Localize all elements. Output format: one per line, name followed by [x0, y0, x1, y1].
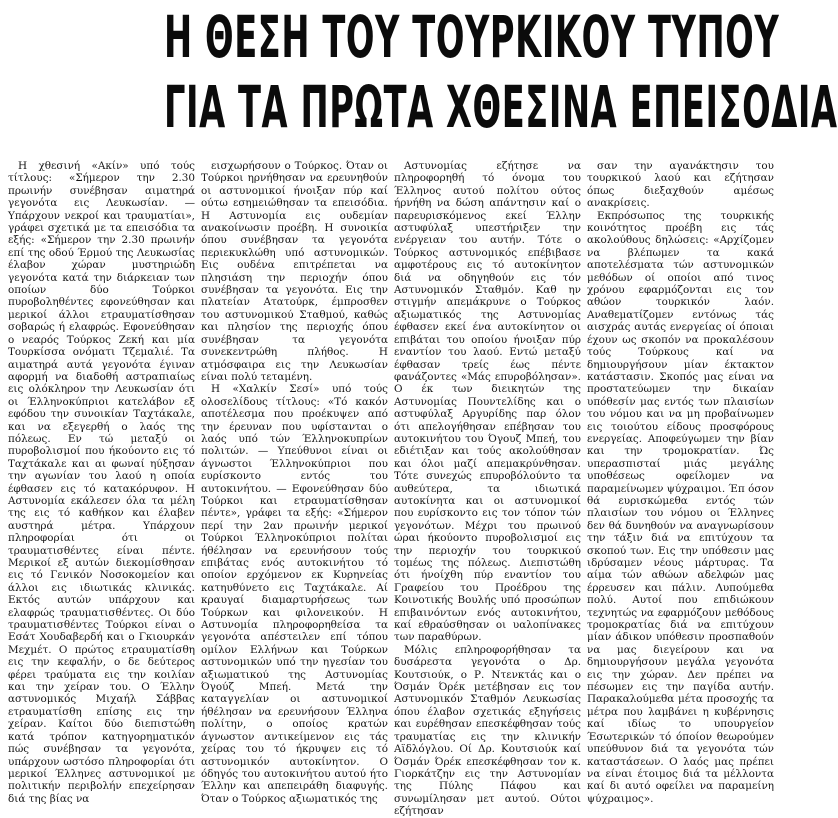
- article-column-2: [201, 160, 388, 805]
- paragraph: Εκπρόσωπος της τουρκικής κοινότητος προέβη εις τάς ακολούθους δηλώσεις: «Αρχίζομεν να βλέπωμεν τα κακά αποτελέσματα τών αστυνομικών μεθόδων οί οποίοι από τινος χρόνου εφαρμόζονται εις τον αθώον τουρκικόν λαόν. Αναθεματίζομεν εντόνως τάς αισχράς αυτάς ενεργείας οί όποιαι έχουν ως σκοπόν να προκαλέσουν τούς Τούρκους καί να δημιουργήσουν μίαν έκτακτον κατάστασιν. Σκοπός μας είναι να προστατεύωμεν την δικαίαν υπόθεσίν μας εντός των πλαισίων του νόμου και να μη προβαίνωμεν εις τοιούτου είδους προσφόρους ενεργείας. Αποφεύγωμεν την βίαν και την τρομοκρατίαν. Ώς υπερασπισταί μιάς μεγάλης υποθέσεως οφείλομεν να παραμείνωμεν ψύχραιμοι. Έπ όσον θά ευρισκώμεθα εντός τών πλαισίων του νόμου οι Έλληνες δεν θά δυνηθούν να αναγνωρίσουν την τάξιν διά να επιτύχουν τα σκοπού των. Εις την υπόθεσιν μας ιδρύσαμεν νέους μάρτυρας. Τα αίμα τών αθώων αδελφών μας έρρευσεν και πάλιν. Λυπούμεθα πολύ. Αυτοί που επιδιώκουν τεχνητώς να εφαρμόζουν μεθόδους τρομοκρατίας διά να επιτύχουν μίαν άδικον υπόθεσιν προσπαθούν να μας διεγείρουν και να δημιουργήσουν μεγάλα γεγονότα εις την χώραν. Δεν πρέπει να πέσωμεν εις την παγίδα αυτήν. Παρακαλούμεθα μέτα προσοχής τα μέτρα που λαμβάνει η κυβέρνησις καί ιδίως το υπουργείον Έσωτερικών τό όποίον θεωρούμεν υπεύθυνον διά τα γεγονότα τών καταστάσεων. Ο λαός μας πρέπει να είναι έτοιμος διά τα μέλλοντα καί δι αυτό οφείλει να παραμείνη ψύχραιμος».: [587, 209, 774, 805]
- paragraph: Αστυνομίας εζήτησε να πληροφορηθή τό όνομα του Έλληνος αυτού πολίτου ούτος ήρνήθη να δώση απάντησιν καί ο παρευρισκόμενος εκεί Έλλην αστυφύλαξ υπεστήριξεν την ενέργειαν του αυτήν. Τότε ο Τούρκος αστυνομικός επέβιβασε αμφοτέρους εις τό αυτοκίνητον διά να οδηγηθούν εις τόν Αστυνομικόν Σταθμόν. Καθ ην στιγμήν απεμάκρυνε ο Τούρκος αξιωματικός της Αστυνομίας έφθασεν εκεί ένα αυτοκίνητον οι επιβάται του οποίου ήνοιξαν πύρ εναντίον του λαού. Εντώ μεταξύ έφθασαν τρείς έως πέντε φανάζοντες «Μάς επυροβόλησαν». Ο έκ των διεικητών της Αστυνομίας Πουντελίδης και ο αστυφύλαξ Αργυρίδης παρ όλον ότι απελογήθησαν επέβησαν του αυτοκινήτου του Όγουζ Μπεή, του εδιέτιξαν και τούς ακολούθησαν και όλοι μαζί απεμακρύνθησαν. Τότε συνεχώς επυροβόλούντο τα αυθεύτερα, τα ιδιωτικά αυτοκίνητα και οι αστυνομικοί που ευρίσκοντο εις τον τόπον τών γεγονότων. Μέχρι του πρωινού ώραι ήκούοντο πυροβολισμοί εις την περιοχήν του τουρκικού τομέως της πόλεως. Διεπιστώθη ότι ήνοίχθη πύρ εναντίον του Γραφείου του Προέδρου της Κοινοτικής Βουλής υπό προσώπων επιβαινόντων ενός αυτοκινήτου, καί εθραύσθησαν οι υαλοπίνακες των παραθύρων.: [394, 160, 581, 644]
- headline-line-1: Η ΘΕΣΗ ΤΟΥ ΤΟΥΡΚΙΚΟΥ ΤΥΠΟΥ: [164, 3, 780, 71]
- paragraph: Μόλις επληροφορήθησαν τα δυσάρεστα γεγονότα ο Δρ. Κουτσιούκ, ο Ρ. Ντενκτάς και ο Όσμάν Όρέκ μετέβησαν εις τον Αστυνομικόν Σταθμόν Λευκωσίας όπου έλαβον σχετικάς εξηγήσεις και ευρέθησαν επεσκέφθησαν τούς τραυματίας εις την κλινικήν Αϊδλόγλου. Οί Δρ. Κουτσιούκ καί Όσμάν Όρέκ επεσκέφθησαν τον κ. Γιορκάτζην εις την Αστυνομίαν της Πύλης Πάφου και συνωμίλησαν μετ αυτού. Ούτοι εζήτησαν: [394, 643, 581, 818]
- paragraph: Η «Χαλκίν Σεσί» υπό τούς ολοσελίδους τίτλους: «Τό κακόν αποτέλεσμα που προέκυψεν από την έρευναν που υφίστανται ο λαός υπό τών Έλληνοκυπρίων πολιτών. — Υπεύθυνοι είναι οι άγνωστοι Έλληνοκύπριοι που ευρίσκοντο εντός του αυτοκινήτου. — Εφονεύθησαν δύο Τούρκοι και ετραυματίσθησαν πέντε», γράφει τα εξής: «Σήμερον περί την 2αν πρωινήν μερικοί Τούρκοι Έλληνοκύπριοι πολίται ήθέλησαν να ερευνήσουν τούς επιβάτας ενός αυτοκινήτου τό οποίον ερχόμενον εκ Κυρηνείας κατηυθύνετο εις Ταχτάκαλε. Αί κραυγαί διαμαρτυρήσεως των Τούρκων και φιλονεικούν. Η Αστυνομία πληροφορηθείσα τα γεγονότα απέστειλεν επί τόπου ομίλον Ελλήνων και Τούρκων αστυνομικών υπό την ηγεσίαν του αξιωματικού της Αστυνομίας Όγούζ Μπεή. Μετά την καταγγελίαν οι αστυνομικοί ήθέλησαν να ερευνήσουν Έλληνα πολίτην, ο οποίος κρατών άγνωστον αντικείμενον εις τάς χείρας του τό ήκρυψεν εις τό αστυνομικόν αυτοκίνητον. Ο όδηγός του αυτοκινήτου αυτού ήτο Έλλην και απεπειράθη διαφυγής. Όταν ο Τούρκος αξιωματικός της: [201, 383, 388, 805]
- article-column-3: [394, 160, 581, 818]
- article-columns: [8, 160, 774, 818]
- paragraph: Η χθεσινή «Ακίν» υπό τούς τίτλους: «Σήμερον την 2.30 πρωινήν συνέβησαν αιματηρά γεγονότα εις Λευκωσίαν. — Υπάρχουν νεκροί και τραυματίαι», γράφει σχετικά με τα επεισόδια τα εξής: «Σήμερον την 2.30 πρωινήν επί της οδού Έρμού της Λευκωσίας έλαβον χώραν μυστηριώδη γεγονότα κατά την διάρκειαν των οποίων δύο Τούρκοι πυροβοληθέντες εφονεύθησαν και μερικοί άλλοι ετραυματίσθησαν σοβαρώς ή ελαφρώς. Εφονεύθησαν ο νεαρός Τούρκος Ζεκή και μία Τουρκίσσα ονόματι Τζεμαλιέ. Τα αιματηρά αυτά γεγονότα έγιναν αφορμή να διαδοθή αστραπιαίως εις ολόκληρον την Λευκωσίαν ότι οι Έλληνοκύπριοι κατελάβον εξ εφόδου την συνοικίαν Ταχτάκαλε, και να εξεγερθή ο λαός της πόλεως. Εν τώ μεταξύ οι πυροβολισμοί που ήκούοντο εις τό Ταχτάκαλε και αι φωναί ηύξησαν την αγωνίαν του λαού η οποία έφθασεν εις τό κατακόρυφον. Η Αστυνομία εκάλεσεν όλα τα μέλη της εις τό καθήκον και έλαβεν αυστηρά μέτρα. Υπάρχουν πληροφορίαι ότι οι τραυματισθέντες είναι πέντε. Μερικοί εξ αυτών διεκομίσθησαν εις τό Γενικόν Νοσοκομείον και άλλοι εις ιδιωτικάς κλινικάς. Εκτός αυτών υπάρχουν και ελαφρώς τραυματισθέντες. Οι δύο τραυματισθέντες Τούρκοι είναι ο Εσάτ Χουδαβερδή και ο Γκιουρκάν Μεχμέτ. Ο πρώτος ετραυματίσθη εις την κεφαλήν, ο δε δεύτερος φέρει τραύματα εις την κοιλίαν και την χείραν του. Ο Έλλην αστυνομικός Μιχαήλ Σάββας ετραυματίσθη επίσης εις την χείραν. Καίτοι δύο διεπιστώθη κατά τρόπον κατηγορηματικόν πώς συνέβησαν τα γεγονότα, υπάρχουν ωστόσο πληροφορίαι ότι μερικοί Έλληνες αστυνομικοί με πολιτικήν περιβολήν επεχείρησαν διά της βίας να: [8, 160, 195, 805]
- paragraph: σαν την αγανάκτησιν του τουρκικού λαού και εζήτησαν όπως διεξαχθούν αμέσως ανακρίσεις.: [587, 160, 774, 210]
- paragraph: εισχωρήσουν ο Τούρκος. Όταν οι Τούρκοι ηρνήθησαν να ερευνηθούν οι αστυνομικοί ήνοιξαν πύρ καί ούτω εσημειώθησαν τα επεισόδια. Η Αστυνομία εις ουδεμίαν ανακοίνωσιν προέβη. Η συνοικία όπου συνέβησαν τα γεγονότα περιεκυκλώθη υπό αστυνομικών. Εις ουδένα επιτρέπεται να πλησιάση την περιοχήν όπου συνέβησαν τα γεγονότα. Εις την πλατείαν Ατατούρκ, έμπροσθεν του αστυνομικού Σταθμού, καθώς και πλησίον της περιοχής όπου συνέβησαν τα γεγονότα συνεκεντρώθη πλήθος. Η ατμόσφαιρα εις την Λευκωσίαν είναι πολύ τεταμένη.: [201, 160, 388, 383]
- article-column-1: [8, 160, 195, 805]
- article-column-4: [587, 160, 774, 805]
- headline-line-2: ΓΙΑ ΤΑ ΠΡΩΤΑ ΧΘΕΣΙΝΑ ΕΠΕΙΣΟΔΙΑ: [164, 73, 838, 141]
